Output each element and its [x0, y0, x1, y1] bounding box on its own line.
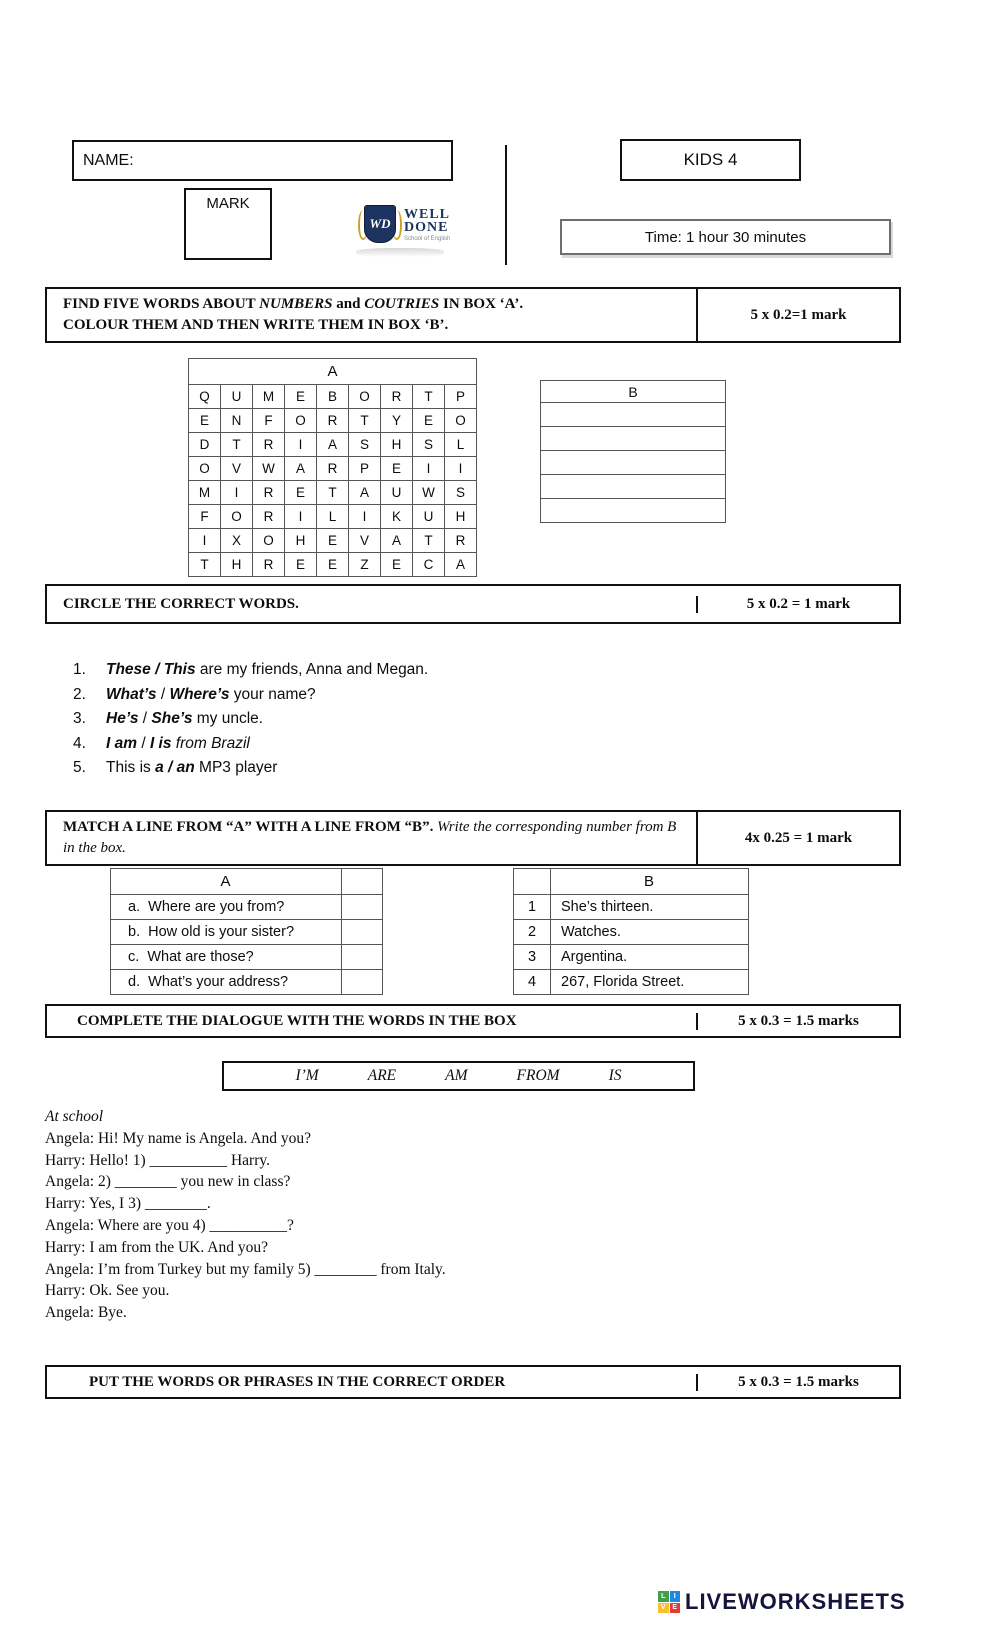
grid-letter-cell[interactable]: H: [445, 505, 477, 529]
match-table-a-answer-header: [342, 869, 383, 895]
liveworksheets-brand: LIVEWORKSHEETS: [685, 1589, 906, 1614]
grid-letter-cell[interactable]: R: [445, 529, 477, 553]
text-part: my uncle.: [192, 710, 264, 727]
dialogue-line: Angela: Where are you 4) __________?: [45, 1216, 294, 1234]
match-table-b: [513, 868, 749, 995]
grid-letter-cell[interactable]: T: [413, 385, 445, 409]
word-box-word: FROM: [516, 1067, 560, 1084]
match-b-row: [514, 920, 749, 945]
wordsearch-grid-header-row: [189, 359, 477, 385]
grid-letter-cell[interactable]: E: [285, 385, 317, 409]
box-b-write-line[interactable]: [541, 475, 725, 499]
grid-letter-cell[interactable]: P: [349, 457, 381, 481]
grid-row: [189, 529, 477, 553]
logo-line1: WELL: [404, 207, 451, 222]
dialogue-line: Harry: Ok. See you.: [45, 1282, 170, 1300]
grid-letter-cell[interactable]: I: [285, 505, 317, 529]
dialogue-line: Angela: 2) ________ you new in class?: [45, 1173, 291, 1191]
grid-letter-cell[interactable]: F: [189, 505, 221, 529]
circle-words-item: [73, 735, 428, 752]
section1-header: [45, 287, 901, 343]
match-table-b-body: [514, 895, 749, 995]
grid-letter-cell[interactable]: T: [413, 529, 445, 553]
liveworksheets-icon: [658, 1591, 680, 1613]
grid-letter-cell[interactable]: T: [349, 409, 381, 433]
text-part: Where’s: [169, 685, 230, 703]
logo-subtitle: School of English: [404, 236, 451, 242]
item-number: 5.: [73, 759, 86, 776]
section4-marks: 5 x 0.3 = 1.5 marks: [696, 1013, 899, 1030]
grid-row: [189, 481, 477, 505]
brand-icon-letter: V: [658, 1603, 669, 1614]
match-table-b-label: B: [551, 869, 749, 895]
grid-letter-cell[interactable]: I: [189, 529, 221, 553]
grid-letter-cell[interactable]: R: [381, 385, 413, 409]
text-part: /: [156, 685, 170, 703]
match-a-row: [111, 920, 383, 945]
match-a-question: b. How old is your sister?: [111, 920, 342, 945]
grid-row: [189, 553, 477, 577]
wordsearch-grid-body: [189, 385, 477, 577]
match-table-b-num-header: [514, 869, 551, 895]
mark-box: [184, 188, 272, 260]
text-part: NUMBERS: [259, 296, 333, 312]
grid-letter-cell[interactable]: N: [221, 409, 253, 433]
section1-title: [47, 289, 696, 341]
dialogue-line: At school: [45, 1108, 104, 1125]
text-part: MATCH A LINE FROM “A” WITH A LINE FROM “B”.: [63, 819, 438, 835]
grid-letter-cell[interactable]: O: [189, 457, 221, 481]
match-b-text: Watches.: [551, 920, 749, 945]
grid-letter-cell[interactable]: E: [317, 553, 349, 577]
grid-letter-cell[interactable]: L: [317, 505, 349, 529]
grid-letter-cell[interactable]: S: [349, 433, 381, 457]
item-text[interactable]: [106, 710, 263, 727]
grid-letter-cell[interactable]: V: [349, 529, 381, 553]
box-b-write-line[interactable]: [541, 427, 725, 451]
circle-words-list: [73, 661, 428, 784]
item-text[interactable]: [106, 661, 428, 678]
grid-letter-cell[interactable]: R: [317, 409, 349, 433]
grid-letter-cell[interactable]: A: [349, 481, 381, 505]
item-text[interactable]: [106, 759, 277, 776]
section3-title: [47, 812, 696, 864]
grid-letter-cell[interactable]: E: [317, 529, 349, 553]
grid-letter-cell[interactable]: U: [221, 385, 253, 409]
section5-header: [45, 1365, 901, 1399]
grid-row: [189, 409, 477, 433]
grid-letter-cell[interactable]: T: [317, 481, 349, 505]
text-part: IN BOX ‘A’.: [439, 296, 524, 312]
grid-letter-cell[interactable]: E: [413, 409, 445, 433]
match-b-text: She’s thirteen.: [551, 895, 749, 920]
grid-letter-cell[interactable]: K: [381, 505, 413, 529]
grid-letter-cell[interactable]: A: [445, 553, 477, 577]
grid-row: [189, 385, 477, 409]
grid-letter-cell[interactable]: F: [253, 409, 285, 433]
grid-letter-cell[interactable]: R: [253, 553, 285, 577]
grid-letter-cell[interactable]: R: [317, 457, 349, 481]
name-field[interactable]: [72, 140, 453, 181]
circle-words-item: [73, 710, 428, 727]
text-part: FIND FIVE WORDS ABOUT: [63, 296, 260, 312]
match-b-text: 267, Florida Street.: [551, 970, 749, 995]
grid-letter-cell[interactable]: O: [285, 409, 317, 433]
text-part: This is: [106, 759, 156, 776]
match-table-a-label: A: [111, 869, 342, 895]
circle-words-item: [73, 759, 428, 776]
match-a-question: a. Where are you from?: [111, 895, 342, 920]
dialogue-line: Angela: I’m from Turkey but my family 5) ________ from Italy.: [45, 1260, 446, 1278]
grid-letter-cell[interactable]: T: [221, 433, 253, 457]
match-table-b-header-row: [514, 869, 749, 895]
text-part: COUTRIES: [364, 296, 440, 312]
grid-letter-cell[interactable]: L: [445, 433, 477, 457]
match-b-row: [514, 970, 749, 995]
grid-letter-cell[interactable]: Q: [189, 385, 221, 409]
text-part: are my friends, Anna and Megan.: [195, 661, 429, 678]
text-part: a / an: [155, 759, 195, 776]
match-b-text: Argentina.: [551, 945, 749, 970]
logo-wordmark: [404, 208, 450, 234]
match-answer-box[interactable]: [342, 945, 383, 970]
match-table-a: [110, 868, 383, 995]
grid-letter-cell[interactable]: M: [189, 481, 221, 505]
item-number: 1.: [73, 661, 86, 678]
text-part: I am: [106, 734, 138, 752]
match-answer-box[interactable]: [342, 895, 383, 920]
wordsearch-grid: [188, 358, 477, 577]
grid-letter-cell[interactable]: O: [349, 385, 381, 409]
section1-marks: 5 x 0.2=1 mark: [696, 289, 899, 341]
dialogue-line: Harry: Hello! 1) __________ Harry.: [45, 1151, 270, 1169]
box-b-write-line[interactable]: [541, 451, 725, 475]
grid-letter-cell[interactable]: T: [189, 553, 221, 577]
match-b-row: [514, 945, 749, 970]
text-part: your name?: [229, 685, 316, 703]
name-label: NAME:: [83, 151, 134, 169]
grid-letter-cell[interactable]: O: [221, 505, 253, 529]
grid-letter-cell[interactable]: S: [445, 481, 477, 505]
text-part: Write the corresponding number from B in the box.: [63, 819, 677, 856]
word-box-word: ARE: [367, 1067, 397, 1084]
dialogue-line: Harry: Yes, I 3) ________.: [45, 1195, 211, 1213]
box-b-lines: [541, 403, 725, 522]
circle-words-item: [73, 686, 428, 703]
match-a-row: [111, 895, 383, 920]
text-part: I is: [149, 734, 172, 752]
shield-monogram-icon: WD: [364, 205, 396, 243]
match-a-question: c. What are those?: [111, 945, 342, 970]
item-number: 3.: [73, 710, 86, 727]
grid-letter-cell[interactable]: I: [445, 457, 477, 481]
well-done-school-logo: [348, 202, 452, 260]
wordsearch-grid-label: A: [189, 359, 477, 385]
grid-letter-cell[interactable]: E: [381, 457, 413, 481]
grid-letter-cell[interactable]: D: [189, 433, 221, 457]
grid-letter-cell[interactable]: Y: [381, 409, 413, 433]
course-level-box: [620, 139, 801, 181]
box-b-write-line[interactable]: [541, 403, 725, 427]
match-b-number: 4: [514, 970, 551, 995]
grid-letter-cell[interactable]: H: [221, 553, 253, 577]
grid-letter-cell[interactable]: S: [413, 433, 445, 457]
grid-letter-cell[interactable]: M: [253, 385, 285, 409]
grid-letter-cell[interactable]: O: [253, 529, 285, 553]
dialogue: [45, 1106, 446, 1324]
grid-letter-cell[interactable]: A: [285, 457, 317, 481]
match-a-question: d. What’s your address?: [111, 970, 342, 995]
dialogue-line: Angela: Hi! My name is Angela. And you?: [45, 1129, 312, 1147]
text-part: /: [138, 710, 152, 727]
word-box-word: AM: [445, 1067, 468, 1084]
text-part: from Brazil: [171, 734, 250, 752]
grid-letter-cell[interactable]: I: [221, 481, 253, 505]
word-box-word: IS: [608, 1067, 622, 1084]
section2-header: [45, 584, 901, 624]
grid-letter-cell[interactable]: A: [381, 529, 413, 553]
match-a-row: [111, 945, 383, 970]
section4-header: [45, 1004, 901, 1038]
circle-words-item: [73, 661, 428, 678]
box-b-write-line[interactable]: [541, 499, 725, 522]
grid-letter-cell[interactable]: V: [221, 457, 253, 481]
grid-letter-cell[interactable]: W: [253, 457, 285, 481]
match-answer-box[interactable]: [342, 970, 383, 995]
text-part: He’s: [106, 710, 139, 727]
grid-letter-cell[interactable]: R: [253, 505, 285, 529]
word-box: [222, 1061, 695, 1091]
item-text[interactable]: [106, 735, 250, 752]
match-b-number: 2: [514, 920, 551, 945]
header-divider: [505, 145, 507, 265]
grid-letter-cell[interactable]: R: [253, 481, 285, 505]
match-table-a-header-row: [111, 869, 383, 895]
brand-icon-letter: I: [670, 1591, 681, 1602]
text-part: /: [137, 734, 150, 752]
grid-letter-cell[interactable]: E: [285, 553, 317, 577]
grid-letter-cell[interactable]: C: [413, 553, 445, 577]
section4-title: COMPLETE THE DIALOGUE WITH THE WORDS IN THE BOX: [77, 1012, 517, 1029]
word-box-word: I’M: [295, 1067, 319, 1084]
item-number: 2.: [73, 685, 86, 703]
grid-letter-cell[interactable]: I: [349, 505, 381, 529]
brand-icon-letter: L: [658, 1591, 669, 1602]
grid-letter-cell[interactable]: R: [253, 433, 285, 457]
grid-letter-cell[interactable]: U: [381, 481, 413, 505]
time-label: Time: 1 hour 30 minutes: [644, 228, 807, 246]
logo-shine-decoration: [356, 248, 444, 257]
match-table-a-body: [111, 895, 383, 995]
course-level-label: KIDS 4: [683, 150, 738, 169]
section3-marks: 4x 0.25 = 1 mark: [696, 812, 899, 864]
grid-letter-cell[interactable]: E: [285, 481, 317, 505]
section1-title-line1: [63, 294, 686, 315]
match-answer-box[interactable]: [342, 920, 383, 945]
logo-line2: DONE: [404, 220, 449, 235]
match-a-row: [111, 970, 383, 995]
grid-letter-cell[interactable]: A: [317, 433, 349, 457]
grid-letter-cell[interactable]: X: [221, 529, 253, 553]
grid-letter-cell[interactable]: B: [317, 385, 349, 409]
grid-letter-cell[interactable]: W: [413, 481, 445, 505]
grid-letter-cell[interactable]: E: [189, 409, 221, 433]
section3-header: [45, 810, 901, 866]
section5-marks: 5 x 0.3 = 1.5 marks: [696, 1374, 899, 1391]
time-box: [560, 219, 891, 255]
grid-row: [189, 505, 477, 529]
grid-letter-cell[interactable]: Z: [349, 553, 381, 577]
item-text[interactable]: [106, 686, 316, 703]
grid-row: [189, 457, 477, 481]
section2-title: CIRCLE THE CORRECT WORDS.: [63, 595, 299, 612]
text-part: and: [332, 296, 365, 312]
text-part: MP3 player: [194, 759, 278, 776]
grid-letter-cell[interactable]: I: [285, 433, 317, 457]
text-part: What’s: [106, 685, 157, 703]
grid-letter-cell[interactable]: H: [381, 433, 413, 457]
box-b-label: B: [541, 381, 725, 403]
grid-row: [189, 433, 477, 457]
mark-label: MARK: [206, 195, 250, 212]
grid-letter-cell[interactable]: O: [445, 409, 477, 433]
box-b: [540, 380, 726, 523]
text-part: These / This: [106, 661, 196, 678]
item-number: 4.: [73, 734, 86, 752]
dialogue-line: Angela: Bye.: [45, 1304, 127, 1322]
section5-title: PUT THE WORDS OR PHRASES IN THE CORRECT ORDER: [89, 1373, 506, 1390]
match-b-number: 3: [514, 945, 551, 970]
grid-letter-cell[interactable]: I: [413, 457, 445, 481]
dialogue-line: Harry: I am from the UK. And you?: [45, 1238, 268, 1256]
section1-title-line2: COLOUR THEM AND THEN WRITE THEM IN BOX ‘B’.: [63, 316, 449, 333]
text-part: She’s: [151, 710, 193, 727]
section2-marks: 5 x 0.2 = 1 mark: [696, 596, 899, 613]
grid-letter-cell[interactable]: H: [285, 529, 317, 553]
grid-letter-cell[interactable]: E: [381, 553, 413, 577]
brand-icon-letter: E: [670, 1603, 681, 1614]
match-b-number: 1: [514, 895, 551, 920]
grid-letter-cell[interactable]: P: [445, 385, 477, 409]
match-b-row: [514, 895, 749, 920]
grid-letter-cell[interactable]: U: [413, 505, 445, 529]
